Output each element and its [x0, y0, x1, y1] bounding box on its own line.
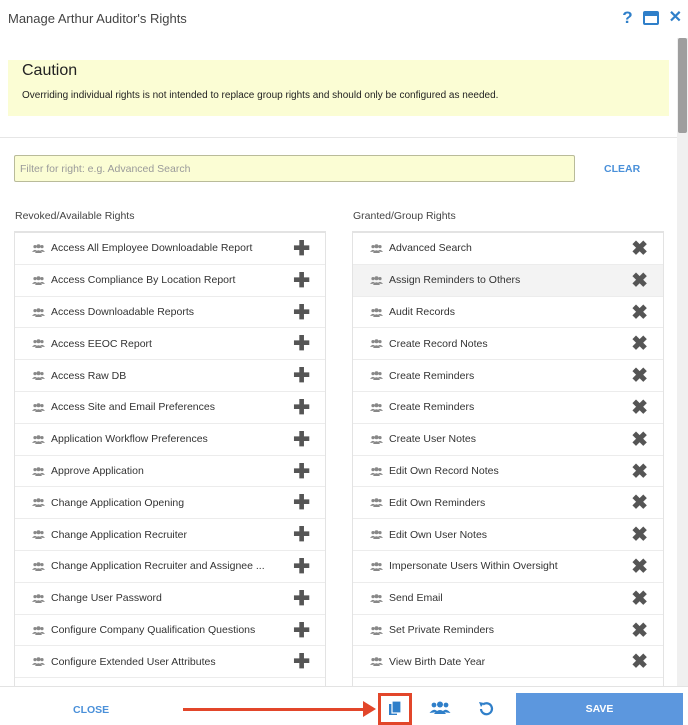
list-item[interactable]	[353, 583, 663, 615]
list-item-label: Access All Employee Downloadable Report	[51, 242, 253, 255]
remove-icon[interactable]: ✖	[631, 238, 648, 260]
list-item[interactable]	[353, 646, 663, 678]
list-item-label: Change Application Opening	[51, 496, 185, 509]
list-item-label: Access Compliance By Location Report	[51, 274, 236, 287]
group-icon	[370, 371, 383, 380]
group-icon	[32, 657, 45, 666]
copy-icon	[388, 701, 402, 717]
annotation-arrow	[183, 708, 366, 711]
group-icon	[32, 339, 45, 348]
list-item-label: Create User Notes	[389, 433, 476, 446]
group-icon	[370, 276, 383, 285]
list-item[interactable]	[15, 265, 325, 297]
list-item-label: Application Workflow Preferences	[51, 433, 208, 446]
undo-button[interactable]	[477, 700, 495, 723]
list-item-label: Create Reminders	[389, 401, 475, 414]
list-item-label: Create Record Notes	[389, 337, 488, 350]
group-icon	[32, 626, 45, 635]
add-icon[interactable]: ✚	[293, 396, 310, 419]
list-item-label: Configure Company Qualification Questions	[51, 623, 256, 636]
group-icon	[32, 467, 45, 476]
add-icon[interactable]: ✚	[293, 555, 310, 578]
add-icon[interactable]: ✚	[293, 238, 310, 260]
help-icon[interactable]: ?	[622, 8, 633, 27]
remove-icon[interactable]: ✖	[631, 428, 648, 451]
group-icon	[32, 244, 45, 253]
annotation-arrow-head	[363, 701, 376, 717]
list-item[interactable]	[353, 424, 663, 456]
list-item[interactable]	[15, 392, 325, 424]
list-item[interactable]	[353, 297, 663, 329]
add-icon[interactable]: ✚	[293, 587, 310, 610]
list-item[interactable]	[15, 551, 325, 583]
list-item-label: Configure Extended User Attributes	[51, 655, 216, 668]
group-icon	[370, 435, 383, 444]
list-item[interactable]	[15, 646, 325, 678]
divider	[0, 137, 677, 138]
list-item[interactable]	[15, 487, 325, 519]
group-icon	[32, 530, 45, 539]
group-icon	[32, 498, 45, 507]
remove-icon[interactable]: ✖	[631, 651, 648, 674]
group-icon	[32, 276, 45, 285]
list-item[interactable]	[353, 265, 663, 297]
remove-icon[interactable]: ✖	[631, 460, 648, 483]
copy-rights-button[interactable]	[378, 693, 412, 725]
list-item-label: Approve Application	[51, 464, 144, 477]
list-item-label: Edit Own User Notes	[389, 528, 488, 541]
remove-icon[interactable]: ✖	[631, 587, 648, 610]
revoked-heading: Revoked/Available Rights	[15, 210, 135, 222]
add-icon[interactable]: ✚	[293, 365, 310, 388]
group-icon	[32, 435, 45, 444]
group-icon	[370, 498, 383, 507]
list-item-label: Audit Records	[389, 305, 455, 318]
list-item[interactable]	[15, 583, 325, 615]
add-icon[interactable]: ✚	[293, 524, 310, 547]
remove-icon[interactable]: ✖	[631, 524, 648, 547]
remove-icon[interactable]: ✖	[631, 269, 648, 292]
dialog-title: Manage Arthur Auditor's Rights	[8, 11, 187, 26]
add-icon[interactable]: ✚	[293, 619, 310, 642]
list-item-label: Impersonate Users Within Oversight	[389, 560, 558, 573]
list-item[interactable]	[353, 615, 663, 647]
close-button[interactable]: CLOSE	[73, 704, 110, 716]
remove-icon[interactable]: ✖	[631, 333, 648, 356]
add-icon[interactable]: ✚	[293, 301, 310, 324]
list-item-label: Change User Password	[51, 592, 162, 605]
granted-rights-list	[352, 231, 664, 687]
group-rights-button[interactable]	[429, 701, 451, 720]
list-item[interactable]	[15, 233, 325, 265]
group-icon	[32, 562, 45, 571]
remove-icon[interactable]: ✖	[631, 555, 648, 578]
add-icon[interactable]: ✚	[293, 333, 310, 356]
title-icons	[622, 9, 682, 27]
group-icon	[370, 657, 383, 666]
revoked-rights-list	[14, 231, 326, 687]
group-icon	[32, 308, 45, 317]
list-item[interactable]	[353, 360, 663, 392]
list-item[interactable]	[15, 328, 325, 360]
add-icon[interactable]: ✚	[293, 269, 310, 292]
group-icon	[370, 594, 383, 603]
list-item-label: Access Downloadable Reports	[51, 305, 194, 318]
list-item[interactable]	[15, 297, 325, 329]
list-item-label: Create Reminders	[389, 369, 475, 382]
remove-icon[interactable]: ✖	[631, 396, 648, 419]
group-icon	[370, 562, 383, 571]
list-item[interactable]	[353, 487, 663, 519]
caution-text: Overriding individual rights is not intended to replace group rights and should only be configured as needed.	[22, 90, 499, 101]
list-item[interactable]	[353, 456, 663, 488]
list-item-label: Access Raw DB	[51, 369, 127, 382]
scrollbar[interactable]	[677, 38, 688, 686]
list-item-label: Advanced Search	[389, 242, 472, 255]
remove-icon[interactable]: ✖	[631, 619, 648, 642]
save-button[interactable]: SAVE	[516, 693, 683, 725]
clear-button[interactable]: CLEAR	[604, 163, 641, 175]
list-item-label: Access Site and Email Preferences	[51, 401, 215, 414]
undo-icon	[477, 700, 495, 718]
group-icon	[370, 339, 383, 348]
close-icon[interactable]: ✕	[668, 9, 682, 26]
list-item[interactable]	[353, 233, 663, 265]
group-icon	[370, 467, 383, 476]
group-icon	[32, 371, 45, 380]
add-icon[interactable]: ✚	[293, 428, 310, 451]
window-icon[interactable]	[643, 11, 659, 25]
group-icon	[429, 701, 451, 715]
group-icon	[370, 308, 383, 317]
list-item[interactable]	[353, 551, 663, 583]
group-icon	[32, 594, 45, 603]
list-item[interactable]	[15, 615, 325, 647]
group-icon	[370, 626, 383, 635]
list-item-label: Send Email	[389, 592, 443, 605]
granted-heading: Granted/Group Rights	[353, 210, 456, 222]
add-icon[interactable]: ✚	[293, 492, 310, 515]
list-item[interactable]	[353, 519, 663, 551]
add-icon[interactable]: ✚	[293, 460, 310, 483]
list-item-label: Edit Own Reminders	[389, 496, 486, 509]
list-item-label: Set Private Reminders	[389, 623, 495, 636]
list-item-label: Change Application Recruiter and Assignee ...	[51, 560, 265, 573]
group-icon	[370, 530, 383, 539]
list-item[interactable]	[353, 328, 663, 360]
list-item-label: Change Application Recruiter	[51, 528, 187, 541]
list-item-label: View Birth Date Year	[389, 655, 486, 668]
group-icon	[32, 403, 45, 412]
caution-box	[8, 60, 669, 116]
group-icon	[370, 403, 383, 412]
add-icon[interactable]: ✚	[293, 651, 310, 674]
caution-title: Caution	[22, 62, 78, 79]
remove-icon[interactable]: ✖	[631, 492, 648, 515]
filter-input[interactable]	[14, 155, 575, 182]
list-item[interactable]	[353, 392, 663, 424]
list-item[interactable]	[15, 456, 325, 488]
group-icon	[370, 244, 383, 253]
remove-icon[interactable]: ✖	[631, 301, 648, 324]
list-item[interactable]	[15, 519, 325, 551]
list-item[interactable]	[15, 424, 325, 456]
footer	[0, 686, 688, 725]
scroll-thumb[interactable]	[678, 38, 687, 133]
title-bar	[0, 0, 688, 38]
list-item-label: Assign Reminders to Others	[389, 274, 521, 287]
remove-icon[interactable]: ✖	[631, 365, 648, 388]
list-item-label: Access EEOC Report	[51, 337, 152, 350]
list-item[interactable]	[15, 360, 325, 392]
list-item-label: Edit Own Record Notes	[389, 464, 499, 477]
